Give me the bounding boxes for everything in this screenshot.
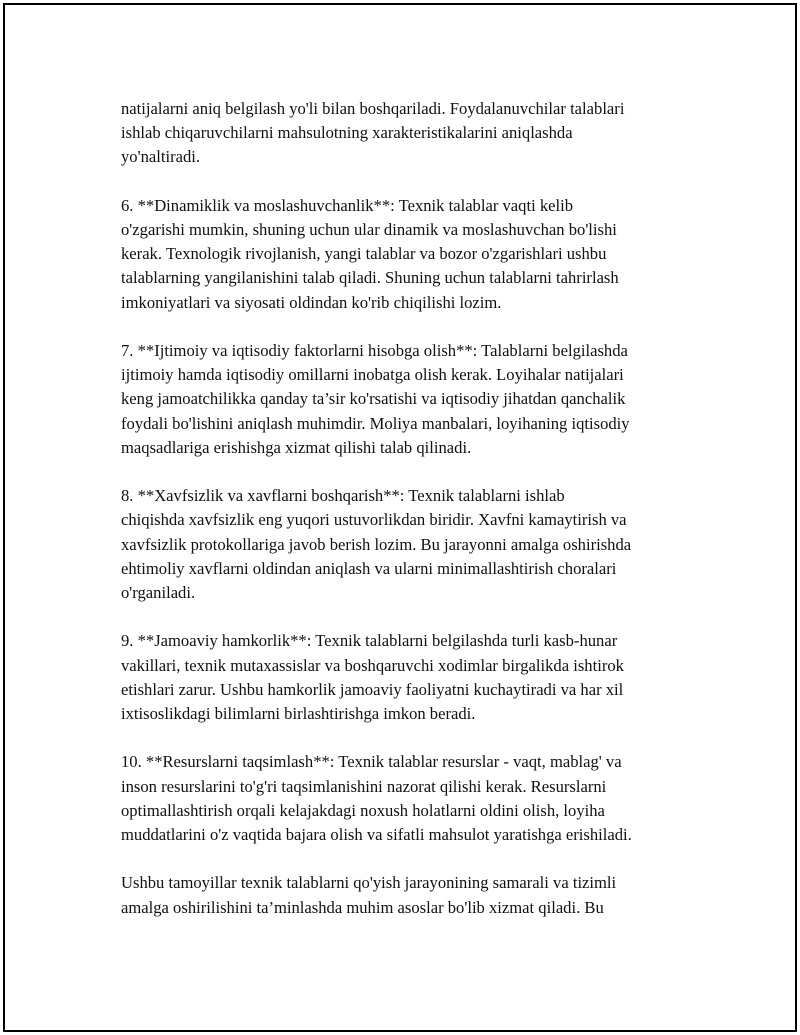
text-line: 6. **Dinamiklik va moslashuvchanlik**: Texnik talablar vaqti kelib xyxy=(121,195,574,215)
text-line: maqsadlariga erishishga xizmat qilishi talab qilinadi. xyxy=(121,437,472,457)
text-line: ijtimoiy hamda iqtisodiy omillarni inobatga olish kerak. Loyihalar natijalari xyxy=(121,365,624,385)
text-line: foydali bo'lishini aniqlash muhimdir. Moliya manbalari, loyihaning iqtisodiy xyxy=(121,413,630,433)
paragraph-item-7 xyxy=(121,339,701,460)
text-line: kerak. Texnologik rivojlanish, yangi talablar va bozor o'zgarishlari ushbu xyxy=(121,244,607,264)
text-line: keng jamoatchilikka qanday ta’sir ko'rsatishi va iqtisodiy jihatdan qanchalik xyxy=(121,389,626,409)
text-line: talablarning yangilanishini talab qiladi. Shuning uchun talablarni tahrirlash xyxy=(121,268,619,288)
text-line: xavfsizlik protokollariga javob berish lozim. Bu jarayonni amalga oshirishda xyxy=(121,534,632,554)
text-line: yo'naltiradi. xyxy=(121,147,201,167)
text-line: chiqishda xavfsizlik eng yuqori ustuvorlikdan biridir. Xavfni kamaytirish va xyxy=(121,510,627,530)
paragraph-item-10 xyxy=(121,750,701,847)
text-line: imkoniyatlari va siyosati oldindan ko'rib chiqilishi lozim. xyxy=(121,292,502,312)
text-line: amalga oshirilishini ta’minlashda muhim asoslar bo'lib xizmat qiladi. Bu xyxy=(121,897,604,917)
text-line: ishlab chiqaruvchilarni mahsulotning xarakteristikalarini aniqlashda xyxy=(121,123,573,143)
text-line: o'rganiladi. xyxy=(121,583,196,603)
page-frame xyxy=(3,3,797,1032)
text-line: 9. **Jamoaviy hamkorlik**: Texnik talablarni belgilashda turli kasb-hunar xyxy=(121,631,618,651)
paragraph-conclusion xyxy=(121,871,701,919)
text-line: Ushbu tamoyillar texnik talablarni qo'yish jarayonining samarali va tizimli xyxy=(121,873,617,893)
text-line: 7. **Ijtimoiy va iqtisodiy faktorlarni hisobga olish**: Talablarni belgilashda xyxy=(121,341,628,360)
text-line: ehtimoliy xavflarni oldindan aniqlash va ularni minimallashtirish choralari xyxy=(121,558,617,578)
text-line: 8. **Xavfsizlik va xavflarni boshqarish**: Texnik talablarni ishlab xyxy=(121,486,565,506)
paragraph-item-6 xyxy=(121,194,701,315)
text-line: muddatlarini o'z vaqtida bajara olish va sifatli mahsulot yaratishga erishiladi. xyxy=(121,825,632,845)
text-line: ixtisoslikdagi bilimlarni birlashtirishga imkon beradi. xyxy=(121,704,476,724)
paragraph-item-8 xyxy=(121,484,701,605)
paragraph-intro-continuation xyxy=(121,97,701,170)
text-line: natijalarni aniq belgilash yo'li bilan boshqariladi. Foydalanuvchilar talablari xyxy=(121,99,625,118)
text-line: optimallashtirish orqali kelajakdagi noxush holatlarni oldini olish, loyiha xyxy=(121,800,605,820)
text-line: 10. **Resurslarni taqsimlash**: Texnik talablar resurslar - vaqt, mablag' va xyxy=(121,752,622,772)
document-body xyxy=(121,97,701,920)
text-line: etishlari zarur. Ushbu hamkorlik jamoaviy faoliyatni kuchaytiradi va har xil xyxy=(121,679,624,699)
paragraph-item-9 xyxy=(121,629,701,726)
text-line: inson resurslarini to'g'ri taqsimlanishini nazorat qilishi kerak. Resurslarni xyxy=(121,776,607,796)
text-line: o'zgarishi mumkin, shuning uchun ular dinamik va moslashuvchan bo'lishi xyxy=(121,220,617,239)
text-line: vakillari, texnik mutaxassislar va boshqaruvchi xodimlar birgalikda ishtirok xyxy=(121,655,624,675)
